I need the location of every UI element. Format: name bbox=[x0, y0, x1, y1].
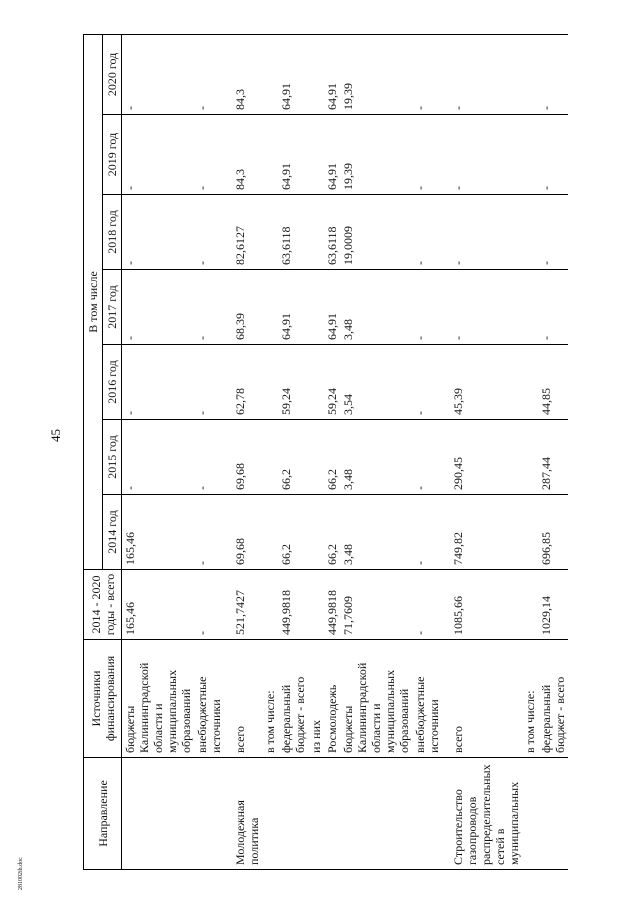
direction-cell bbox=[278, 758, 308, 870]
year-value-cell: - bbox=[194, 195, 224, 270]
year-value-cell: - bbox=[194, 115, 224, 195]
year-value-cell: - bbox=[442, 270, 522, 345]
page-number: 45 bbox=[48, 429, 63, 442]
year-value-cell: 69,68 bbox=[224, 495, 262, 570]
table-row bbox=[412, 34, 442, 869]
table-row bbox=[340, 34, 412, 869]
year-value-cell: - bbox=[538, 195, 568, 270]
year-value-cell: 59,24 bbox=[278, 345, 308, 420]
year-value-cell: - bbox=[538, 34, 568, 114]
year-value-cell: 19,0009 bbox=[340, 195, 412, 270]
year-value-cell: 63,6118 bbox=[278, 195, 308, 270]
year-value-cell bbox=[522, 420, 538, 495]
year-value-cell bbox=[262, 115, 278, 195]
total-cell bbox=[522, 570, 538, 640]
year-value-cell: 66,2 bbox=[278, 420, 308, 495]
year-value-cell: 45,39 bbox=[442, 345, 522, 420]
total-cell: - bbox=[412, 570, 442, 640]
year-value-cell: - bbox=[538, 270, 568, 345]
year-value-cell: - bbox=[412, 270, 442, 345]
year-value-cell: 66,2 bbox=[278, 495, 308, 570]
year-value-cell: - bbox=[122, 115, 195, 195]
source-cell: в том числе: bbox=[262, 640, 278, 758]
year-value-cell bbox=[308, 345, 324, 420]
header-year: 2018 год bbox=[103, 195, 122, 270]
year-value-cell: 84,3 bbox=[224, 34, 262, 114]
year-value-cell: 290,45 bbox=[442, 420, 522, 495]
direction-cell bbox=[324, 758, 340, 870]
year-value-cell: - bbox=[538, 115, 568, 195]
year-value-cell: - bbox=[194, 495, 224, 570]
year-value-cell: - bbox=[412, 195, 442, 270]
year-value-cell: - bbox=[412, 34, 442, 114]
header-year: 2014 год bbox=[103, 495, 122, 570]
header-year: 2017 год bbox=[103, 270, 122, 345]
year-value-cell: 3,54 bbox=[340, 345, 412, 420]
year-value-cell bbox=[522, 34, 538, 114]
year-value-cell: 66,2 bbox=[324, 495, 340, 570]
direction-cell bbox=[194, 758, 224, 870]
year-value-cell bbox=[522, 195, 538, 270]
year-value-cell: - bbox=[442, 115, 522, 195]
year-value-cell: 69,68 bbox=[224, 420, 262, 495]
year-value-cell: 62,78 bbox=[224, 345, 262, 420]
year-value-cell bbox=[522, 115, 538, 195]
header-year: 2020 год bbox=[103, 34, 122, 114]
source-cell: бюджеты Калининградской области и муниципальных образований bbox=[340, 640, 412, 758]
year-value-cell: 3,48 bbox=[340, 270, 412, 345]
year-value-cell: 19,39 bbox=[340, 115, 412, 195]
year-value-cell: 64,91 bbox=[324, 270, 340, 345]
table-body bbox=[122, 34, 569, 869]
year-value-cell: 287,44 bbox=[538, 420, 568, 495]
year-value-cell: - bbox=[412, 420, 442, 495]
year-value-cell: - bbox=[194, 345, 224, 420]
year-value-cell: 64,91 bbox=[324, 34, 340, 114]
year-value-cell: - bbox=[122, 420, 195, 495]
year-value-cell: - bbox=[412, 495, 442, 570]
year-value-cell: - bbox=[194, 34, 224, 114]
year-value-cell bbox=[262, 345, 278, 420]
year-value-cell bbox=[308, 115, 324, 195]
year-value-cell: 3,48 bbox=[340, 495, 412, 570]
year-value-cell bbox=[522, 345, 538, 420]
footer-filename: 281002ih.doc bbox=[18, 857, 24, 890]
year-value-cell bbox=[308, 34, 324, 114]
total-cell: 521,7427 bbox=[224, 570, 262, 640]
year-value-cell: 749,82 bbox=[442, 495, 522, 570]
year-value-cell: - bbox=[442, 34, 522, 114]
table-row bbox=[308, 34, 324, 869]
year-value-cell bbox=[262, 34, 278, 114]
total-cell bbox=[262, 570, 278, 640]
direction-cell bbox=[412, 758, 442, 870]
source-cell: федеральный бюджет - всего bbox=[278, 640, 308, 758]
source-cell: внебюджетные источники bbox=[412, 640, 442, 758]
table-row bbox=[262, 34, 278, 869]
year-value-cell: 64,91 bbox=[278, 34, 308, 114]
header-total: 2014 - 2020 годы - всего bbox=[84, 570, 122, 640]
year-value-cell bbox=[308, 495, 324, 570]
year-value-cell bbox=[262, 270, 278, 345]
header-year: 2016 год bbox=[103, 345, 122, 420]
direction-cell bbox=[340, 758, 412, 870]
total-cell: 165,46 bbox=[122, 570, 195, 640]
year-value-cell: 84,3 bbox=[224, 115, 262, 195]
year-value-cell: 64,91 bbox=[278, 115, 308, 195]
year-value-cell bbox=[308, 420, 324, 495]
table-row bbox=[538, 34, 568, 869]
header-including: В том числе bbox=[84, 34, 103, 569]
table-row bbox=[122, 34, 195, 869]
year-value-cell bbox=[522, 495, 538, 570]
year-value-cell: - bbox=[194, 270, 224, 345]
year-value-cell bbox=[262, 195, 278, 270]
header-year: 2015 год bbox=[103, 420, 122, 495]
table-row bbox=[278, 34, 308, 869]
year-value-cell: - bbox=[412, 115, 442, 195]
table-header bbox=[84, 34, 122, 869]
year-value-cell: 63,6118 bbox=[324, 195, 340, 270]
year-value-cell: 165,46 bbox=[122, 495, 195, 570]
source-cell: всего bbox=[224, 640, 262, 758]
header-year: 2019 год bbox=[103, 115, 122, 195]
year-value-cell: 3,48 bbox=[340, 420, 412, 495]
source-cell: бюджеты Калининградской области и муниципальных образований bbox=[122, 640, 195, 758]
year-value-cell bbox=[262, 420, 278, 495]
source-cell: всего bbox=[442, 640, 522, 758]
year-value-cell: 19,39 bbox=[340, 34, 412, 114]
year-value-cell bbox=[308, 270, 324, 345]
direction-cell bbox=[522, 758, 538, 870]
direction-cell bbox=[122, 758, 195, 870]
year-value-cell: 82,6127 bbox=[224, 195, 262, 270]
year-value-cell bbox=[522, 270, 538, 345]
table-row bbox=[224, 34, 262, 869]
year-value-cell: 59,24 bbox=[324, 345, 340, 420]
total-cell: 1085,66 bbox=[442, 570, 522, 640]
header-direction: Направление bbox=[84, 758, 122, 870]
table-row bbox=[194, 34, 224, 869]
year-value-cell: 44,85 bbox=[538, 345, 568, 420]
table-row bbox=[522, 34, 538, 869]
total-cell: 449,9818 bbox=[278, 570, 308, 640]
year-value-cell: 64,91 bbox=[324, 115, 340, 195]
direction-cell bbox=[308, 758, 324, 870]
year-value-cell: - bbox=[194, 420, 224, 495]
year-value-cell: 696,85 bbox=[538, 495, 568, 570]
direction-cell: Строительство газопроводов распределительных сетей в муниципальных bbox=[442, 758, 522, 870]
source-cell: внебюджетные источники bbox=[194, 640, 224, 758]
year-value-cell: - bbox=[122, 195, 195, 270]
source-cell: федеральный бюджет - всего bbox=[538, 640, 568, 758]
year-value-cell: 64,91 bbox=[278, 270, 308, 345]
table-row bbox=[324, 34, 340, 869]
year-value-cell: - bbox=[122, 34, 195, 114]
year-value-cell bbox=[262, 495, 278, 570]
year-value-cell: - bbox=[122, 345, 195, 420]
direction-cell bbox=[262, 758, 278, 870]
total-cell: 1029,14 bbox=[538, 570, 568, 640]
total-cell bbox=[308, 570, 324, 640]
year-value-cell: - bbox=[442, 195, 522, 270]
year-value-cell: 66,2 bbox=[324, 420, 340, 495]
header-sources: Источники финансирования bbox=[84, 640, 122, 758]
source-cell: из них bbox=[308, 640, 324, 758]
source-cell: Росмолодежь bbox=[324, 640, 340, 758]
total-cell: 449,9818 bbox=[324, 570, 340, 640]
direction-cell: Молодежная политика bbox=[224, 758, 262, 870]
year-value-cell: 68,39 bbox=[224, 270, 262, 345]
financing-table bbox=[83, 34, 568, 870]
year-value-cell: - bbox=[122, 270, 195, 345]
year-value-cell: - bbox=[412, 345, 442, 420]
total-cell: 71,7609 bbox=[340, 570, 412, 640]
direction-cell bbox=[538, 758, 568, 870]
year-value-cell bbox=[308, 195, 324, 270]
rotated-page bbox=[83, 35, 606, 870]
table-row bbox=[442, 34, 522, 869]
source-cell: в том числе: bbox=[522, 640, 538, 758]
total-cell: - bbox=[194, 570, 224, 640]
